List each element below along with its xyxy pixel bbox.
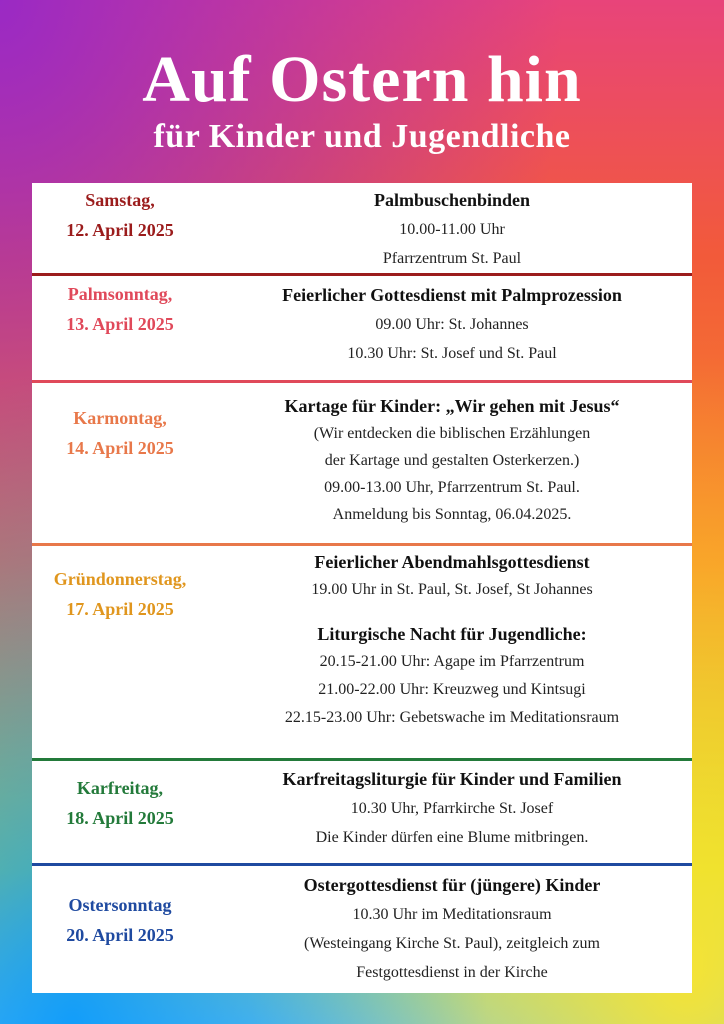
event-line: der Kartage und gestalten Osterkerzen.): [324, 452, 580, 469]
event-content: [212, 548, 692, 732]
event-row-palmsonntag: [32, 276, 692, 381]
event-line: Festgottesdienst in der Kirche: [356, 964, 548, 981]
event-heading: Karfreitagsliturgie für Kinder und Familien: [282, 769, 622, 789]
schedule-panel: [32, 183, 692, 993]
event-date: [32, 890, 208, 950]
event-line: 10.30 Uhr, Pfarrkirche St. Josef: [350, 800, 554, 817]
event-day: Gründonnerstag,: [53, 569, 187, 589]
event-content: [212, 281, 692, 368]
event-line: Anmeldung bis Sonntag, 06.04.2025.: [332, 506, 572, 523]
event-date-text: 12. April 2025: [66, 220, 174, 240]
event-line: 10.30 Uhr im Meditationsraum: [352, 906, 552, 923]
event-heading: Kartage für Kinder: „Wir gehen mit Jesus“: [284, 396, 620, 416]
event-line: 10.00-11.00 Uhr: [399, 221, 505, 238]
event-row-gruendonnerstag: [32, 546, 692, 758]
event-date-text: 13. April 2025: [66, 314, 174, 334]
event-date: [32, 185, 208, 245]
event-line: (Wir entdecken die biblischen Erzählungen: [313, 425, 591, 442]
event-line: Pfarrzentrum St. Paul: [382, 250, 522, 267]
event-date: [32, 773, 208, 833]
spacer: [212, 604, 692, 620]
event-date-text: 14. April 2025: [66, 438, 174, 458]
event-line: 09.00-13.00 Uhr, Pfarrzentrum St. Paul.: [324, 479, 580, 496]
page-title: Auf Ostern hin: [142, 43, 582, 116]
event-row-karmontag: [32, 383, 692, 543]
event-date-text: 20. April 2025: [66, 925, 174, 945]
event-day: Samstag,: [85, 190, 155, 210]
event-date-text: 18. April 2025: [66, 808, 174, 828]
event-heading: Feierlicher Gottesdienst mit Palmprozession: [282, 285, 622, 305]
event-row-samstag: [32, 183, 692, 273]
event-line: 09.00 Uhr: St. Johannes: [375, 316, 529, 333]
event-heading: Palmbuschenbinden: [373, 190, 531, 210]
event-line: 22.15-23.00 Uhr: Gebetswache im Meditationsraum: [284, 709, 620, 726]
event-content: [212, 871, 692, 987]
event-heading-2: Liturgische Nacht für Jugendliche:: [317, 624, 587, 644]
event-day: Karfreitag,: [76, 778, 164, 798]
event-line: 20.15-21.00 Uhr: Agape im Pfarrzentrum: [319, 653, 585, 670]
event-content: [212, 186, 692, 273]
event-day: Palmsonntag,: [67, 284, 173, 304]
event-row-karfreitag: [32, 761, 692, 861]
event-date: [32, 279, 208, 339]
event-content: [212, 393, 692, 528]
event-row-ostersonntag: [32, 866, 692, 993]
page-subtitle: für Kinder und Jugendliche: [153, 118, 571, 155]
event-day: Karmontag,: [73, 408, 167, 428]
event-heading: Ostergottesdienst für (jüngere) Kinder: [303, 875, 601, 895]
event-line: (Westeingang Kirche St. Paul), zeitgleich zum: [304, 935, 600, 952]
event-line: Die Kinder dürfen eine Blume mitbringen.: [315, 829, 589, 846]
event-date: [32, 564, 208, 624]
event-day: Ostersonntag: [68, 895, 172, 915]
event-line: 19.00 Uhr in St. Paul, St. Josef, St Johannes: [311, 581, 593, 598]
event-date-text: 17. April 2025: [66, 599, 174, 619]
event-line: 10.30 Uhr: St. Josef und St. Paul: [347, 345, 557, 362]
event-heading: Feierlicher Abendmahlsgottesdienst: [314, 552, 590, 572]
event-date: [32, 403, 208, 463]
event-content: [212, 765, 692, 852]
event-line: 21.00-22.00 Uhr: Kreuzweg und Kintsugi: [318, 681, 586, 698]
